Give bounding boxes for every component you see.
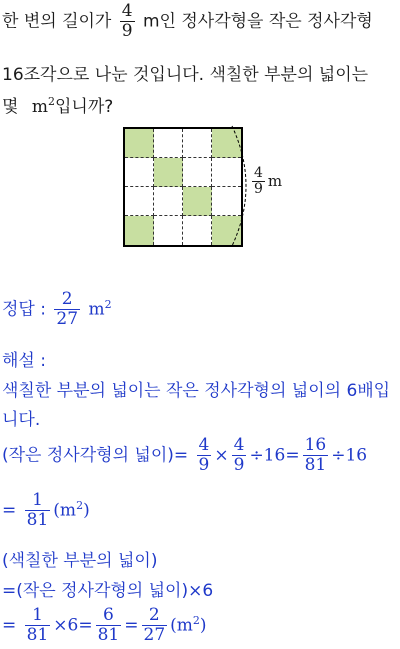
fraction-numerator: 4 bbox=[254, 165, 263, 181]
unit-text: ) bbox=[199, 615, 207, 636]
problem-text: 한 변의 길이가 bbox=[2, 11, 112, 32]
problem-line-3 bbox=[2, 92, 113, 117]
equation-5 bbox=[2, 606, 207, 645]
fraction bbox=[197, 436, 212, 475]
grid-cell bbox=[183, 158, 212, 187]
equation-text: (작은 정사각형의 넓이)= bbox=[2, 445, 189, 466]
fraction-numerator: 1 bbox=[32, 490, 43, 510]
side-brace bbox=[230, 124, 250, 248]
problem-text: m인 정사각형을 작은 정사각형 bbox=[142, 11, 373, 32]
problem-line-2 bbox=[2, 60, 368, 85]
equals-sign: = bbox=[2, 615, 17, 636]
answer-unit-exponent: 2 bbox=[104, 297, 112, 311]
grid-cell bbox=[154, 129, 183, 158]
shaded-cell bbox=[154, 158, 183, 187]
grid-cell bbox=[183, 129, 212, 158]
equation-text: ×6= bbox=[53, 615, 93, 636]
equation-3: (색칠한 부분의 넓이) bbox=[2, 551, 158, 571]
fraction-denominator: 81 bbox=[26, 510, 49, 530]
unit-exponent: 2 bbox=[76, 498, 84, 512]
grid-cell bbox=[125, 158, 154, 187]
equals-sign: = bbox=[124, 615, 139, 636]
shaded-cell bbox=[125, 216, 154, 245]
unit-exponent: 2 bbox=[192, 613, 200, 627]
fraction-numerator: 4 bbox=[233, 435, 245, 455]
problem-text: 16조각으로 나눈 것입니다. 색칠한 부분의 넓이는 bbox=[2, 65, 369, 85]
unit-text: (m bbox=[170, 615, 193, 636]
fraction-numerator: 4 bbox=[198, 435, 210, 455]
solution-label: 해설 : bbox=[2, 351, 46, 371]
fraction bbox=[142, 606, 168, 645]
grid-cell bbox=[154, 187, 183, 216]
equation-text: ÷16= bbox=[249, 445, 300, 466]
shaded-cell bbox=[125, 129, 154, 158]
fraction-denominator: 9 bbox=[198, 455, 210, 475]
solution-text-1: 색칠한 부분의 넓이는 작은 정사각형의 넓이의 6배입 bbox=[2, 381, 391, 401]
equation-text: ÷16 bbox=[331, 445, 368, 466]
fraction-denominator: 81 bbox=[97, 625, 120, 645]
equals-sign: = bbox=[2, 500, 17, 521]
fraction bbox=[96, 606, 122, 645]
fraction bbox=[303, 436, 329, 475]
problem-text: 입니까? bbox=[54, 97, 114, 117]
fraction-numerator: 1 bbox=[32, 605, 43, 625]
equation-1 bbox=[2, 436, 367, 475]
fraction-numerator: 2 bbox=[61, 289, 73, 309]
fraction bbox=[25, 491, 51, 530]
fraction-denominator: 27 bbox=[143, 625, 166, 645]
fraction-numerator: 16 bbox=[304, 435, 327, 455]
times-sign: × bbox=[214, 445, 229, 466]
side-label-fraction bbox=[252, 166, 265, 197]
answer-line bbox=[2, 290, 112, 329]
side-unit: m bbox=[267, 172, 283, 190]
unit-text: ) bbox=[83, 500, 90, 521]
square-figure bbox=[123, 127, 243, 247]
fraction bbox=[232, 436, 247, 475]
side-label bbox=[249, 166, 282, 197]
fraction-denominator: 9 bbox=[233, 455, 245, 475]
fraction-numerator: 6 bbox=[103, 605, 114, 625]
square-grid bbox=[123, 127, 243, 247]
problem-line-1 bbox=[2, 2, 373, 41]
fraction bbox=[25, 606, 51, 645]
fraction-denominator: 9 bbox=[254, 181, 263, 197]
answer-unit: m bbox=[88, 299, 105, 320]
fraction-denominator: 9 bbox=[121, 21, 133, 41]
fraction-denominator: 81 bbox=[26, 625, 49, 645]
fraction-denominator: 81 bbox=[304, 455, 327, 475]
fraction-denominator: 27 bbox=[56, 309, 79, 329]
unit-exponent: 2 bbox=[47, 95, 55, 108]
shaded-cell bbox=[183, 187, 212, 216]
equation-4: =(작은 정사각형의 넓이)×6 bbox=[2, 581, 214, 601]
unit-text: (m bbox=[53, 500, 77, 521]
solution-text-2: 니다. bbox=[2, 410, 41, 430]
grid-cell bbox=[125, 187, 154, 216]
fraction-numerator: 4 bbox=[121, 1, 133, 21]
side-length-fraction bbox=[120, 2, 135, 41]
grid-cell bbox=[183, 216, 212, 245]
problem-text: 몇 bbox=[2, 97, 19, 117]
answer-label: 정답 : bbox=[2, 299, 46, 320]
answer-fraction bbox=[54, 290, 80, 329]
equation-2 bbox=[2, 491, 90, 530]
grid-cell bbox=[154, 216, 183, 245]
unit-m: m bbox=[31, 97, 48, 117]
fraction-numerator: 2 bbox=[148, 605, 160, 625]
